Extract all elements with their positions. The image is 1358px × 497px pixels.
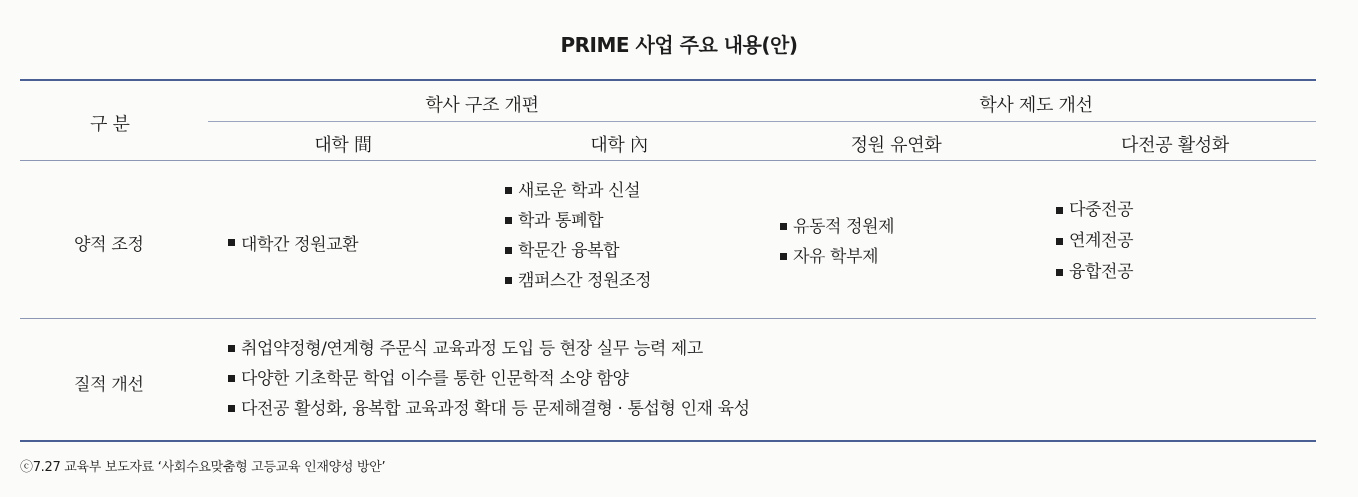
list-item: 자유 학부제 (780, 242, 894, 272)
row1-col2-list (505, 176, 651, 296)
header-category: 구 분 (90, 114, 130, 135)
row-divider (20, 318, 1316, 319)
table-title: PRIME 사업 주요 내용(안) (560, 33, 798, 57)
table-bottom-rule (20, 440, 1316, 442)
header-group-structure: 학사 구조 개편 (425, 95, 539, 116)
row-label-qualitative: 질적 개선 (74, 375, 144, 395)
list-item: 캠퍼스간 정원조정 (505, 266, 651, 296)
header-col-multi-major: 다전공 활성화 (1121, 135, 1229, 156)
list-item: 학과 통폐합 (505, 206, 651, 236)
row-label-quantitative: 양적 조정 (74, 235, 144, 255)
header-sub-rule (208, 121, 1316, 122)
list-item: 다중전공 (1056, 195, 1133, 226)
list-item: 유동적 정원제 (780, 212, 894, 242)
source-caption: ⓒ7.27 교육부 보도자료 ‘사회수요맞춤형 고등교육 인재양성 방안’ (20, 460, 386, 475)
header-col-quota-flex: 정원 유연화 (850, 135, 942, 156)
list-item: 다양한 기초학문 학업 이수를 통한 인문학적 소양 함양 (228, 364, 750, 394)
list-item: 대학간 정원교환 (228, 230, 358, 255)
table-top-rule (20, 79, 1316, 81)
list-item: 융합전공 (1056, 257, 1133, 288)
list-item: 다전공 활성화, 융복합 교육과정 확대 등 문제해결형 · 통섭형 인재 육성 (228, 394, 750, 424)
list-item: 연계전공 (1056, 226, 1133, 257)
row1-col4-list (1056, 195, 1133, 288)
list-item: 취업약정형/연계형 주문식 교육과정 도입 등 현장 실무 능력 제고 (228, 334, 750, 364)
list-item: 새로운 학과 신설 (505, 176, 651, 206)
list-item: 학문간 융복합 (505, 236, 651, 266)
row1-col3-list (780, 212, 894, 272)
row1-col1-list (228, 230, 358, 255)
header-col-between-univ: 대학 間 (314, 135, 372, 156)
row2-items-list (228, 334, 750, 424)
header-group-system: 학사 제도 개선 (979, 95, 1093, 116)
header-col-within-univ: 대학 內 (590, 135, 648, 156)
header-bottom-rule (20, 160, 1316, 161)
